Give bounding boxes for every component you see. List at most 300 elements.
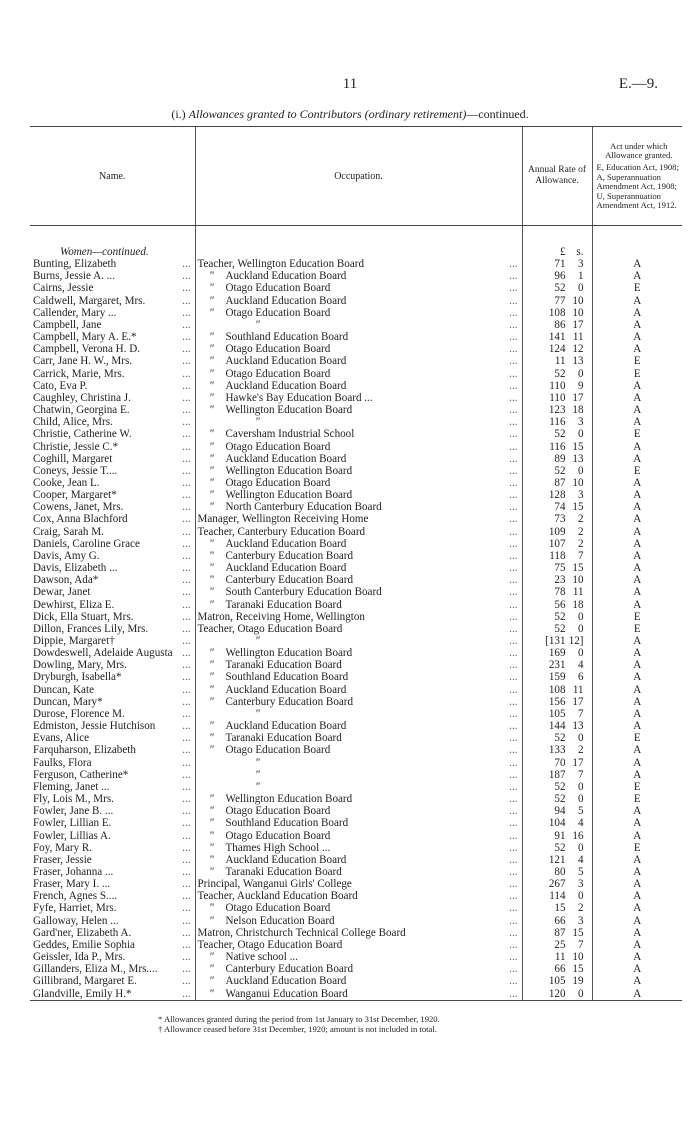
row-occupation: " ... (195, 708, 522, 720)
row-occupation: " Taranaki Education Board ... (195, 866, 522, 878)
row-act: A (592, 489, 682, 501)
row-name: Gillanders, Eliza M., Mrs.... ... (33, 963, 191, 976)
row-rate: 52 0 (522, 732, 592, 744)
row-act: A (592, 258, 682, 270)
row-occupation: " ... (195, 416, 522, 428)
column-header-rate: Annual Rate of Allowance. (522, 127, 592, 226)
row-name: Carrick, Marie, Mrs. ... (33, 367, 191, 380)
row-name: Fowler, Lillias A. ... (33, 829, 191, 842)
ditto-mark: " (209, 379, 214, 392)
ditto-mark: " (209, 404, 214, 417)
row-rate: 91 16 (522, 830, 592, 842)
table-row (30, 963, 682, 975)
ditto-mark: " (209, 902, 214, 915)
ditto-mark: " (209, 865, 214, 878)
row-occupation: " Otago Education Board ... (195, 902, 522, 914)
row-rate: 187 7 (522, 769, 592, 781)
ditto-mark: " (209, 306, 214, 319)
row-name: Cairns, Jessie ... (33, 282, 191, 295)
row-name: Child, Alice, Mrs. ... (33, 416, 191, 429)
row-name: Fleming, Janet ... ... (33, 780, 191, 793)
row-occupation: " Native school ... ... (195, 951, 522, 963)
row-name: Duncan, Kate ... (33, 683, 191, 696)
section-heading: Women—continued. (60, 246, 149, 258)
row-name: Campbell, Mary A. E.* ... (33, 331, 191, 344)
table-row (30, 732, 682, 744)
row-occupation: " Otago Education Board ... (195, 744, 522, 756)
row-occupation: Matron, Receiving Home, Wellington ... (195, 611, 522, 623)
row-rate: 52 0 (522, 282, 592, 294)
row-name: Fraser, Johanna ... ... (33, 865, 191, 878)
ditto-mark: " (209, 270, 214, 283)
row-act: A (592, 902, 682, 914)
act-header-title: Act under which Allowance granted. (605, 140, 673, 160)
table-row (30, 805, 682, 817)
row-rate: 25 7 (522, 939, 592, 951)
row-act: A (592, 526, 682, 538)
row-rate: 107 2 (522, 538, 592, 550)
row-name: Daniels, Caroline Grace ... (33, 537, 191, 550)
table-row (30, 623, 682, 635)
row-act: A (592, 720, 682, 732)
row-rate: 169 0 (522, 647, 592, 659)
table-row (30, 635, 682, 647)
row-act: A (592, 538, 682, 550)
table-row (30, 915, 682, 927)
row-name: French, Agnes S.... ... (33, 890, 191, 903)
row-act: E (592, 781, 682, 793)
table-row (30, 854, 682, 866)
row-name: Carr, Jane H. W., Mrs. ... (33, 355, 191, 368)
ditto-mark: " (209, 829, 214, 842)
caption-title: Allowances granted to Contributors (ordinary retirement) (188, 107, 467, 121)
table-row (30, 769, 682, 781)
table-body (30, 226, 682, 1001)
table-row (30, 586, 682, 598)
row-rate: 133 2 (522, 744, 592, 756)
row-rate: 80 5 (522, 866, 592, 878)
row-act: A (592, 562, 682, 574)
row-rate: 231 4 (522, 659, 592, 671)
row-rate: 159 6 (522, 671, 592, 683)
table-row (30, 368, 682, 380)
row-act: A (592, 975, 682, 987)
row-name: Fowler, Jane B. ... ... (33, 805, 191, 818)
row-occupation: Teacher, Wellington Education Board ... (195, 258, 522, 270)
table-row (30, 939, 682, 951)
table-row (30, 307, 682, 319)
row-rate: 66 3 (522, 915, 592, 927)
row-act: E (592, 428, 682, 440)
ditto-mark: " (209, 720, 214, 733)
row-rate: 87 10 (522, 477, 592, 489)
row-rate: 52 0 (522, 611, 592, 623)
row-act: A (592, 878, 682, 890)
row-act: A (592, 574, 682, 586)
row-act: A (592, 671, 682, 683)
row-name: Coghill, Margaret ... (33, 452, 191, 465)
row-name: Dick, Ella Stuart, Mrs. ... (33, 610, 191, 623)
row-occupation: " Taranaki Education Board ... (195, 599, 522, 611)
table-row (30, 817, 682, 829)
caption-suffix: —continued. (466, 107, 529, 121)
ditto-mark: " (209, 586, 214, 599)
row-occupation: " Auckland Education Board ... (195, 453, 522, 465)
row-act: A (592, 684, 682, 696)
row-rate: 144 13 (522, 720, 592, 732)
row-name: Glandville, Emily H.* ... (30, 988, 195, 1001)
row-rate: 108 11 (522, 684, 592, 696)
row-act: A (592, 380, 682, 392)
row-occupation: " Southland Education Board ... (195, 331, 522, 343)
row-name: Craig, Sarah M. ... (33, 525, 191, 538)
row-act: A (592, 501, 682, 513)
row-name: Faulks, Flora ... (33, 756, 191, 769)
ditto-mark: " (209, 671, 214, 684)
table-header-row (30, 127, 682, 226)
row-act: A (592, 441, 682, 453)
row-act: A (592, 757, 682, 769)
row-act: A (592, 939, 682, 951)
ditto-mark: " (209, 428, 214, 441)
row-name: Chatwin, Georgina E. ... (33, 404, 191, 417)
row-occupation: " Auckland Education Board ... (195, 854, 522, 866)
row-occupation: " Otago Education Board ... (195, 282, 522, 294)
row-rate: 11 13 (522, 355, 592, 367)
row-occupation: " ... (195, 757, 522, 769)
row-act: A (592, 854, 682, 866)
row-name: Dawson, Ada* ... (33, 574, 191, 587)
table-row (30, 489, 682, 501)
row-name: Geddes, Emilie Sophia ... (33, 938, 191, 951)
row-name: Caldwell, Margaret, Mrs. ... (33, 294, 191, 307)
row-occupation: Teacher, Otago Education Board ... (195, 939, 522, 951)
row-rate: 156 17 (522, 696, 592, 708)
row-act: A (592, 404, 682, 416)
caption-prefix: (i.) (171, 107, 186, 121)
table-row (30, 477, 682, 489)
row-act: E (592, 355, 682, 367)
row-rate: 105 19 (522, 975, 592, 987)
row-rate: 267 3 (522, 878, 592, 890)
table-row (30, 416, 682, 428)
row-occupation: Teacher, Otago Education Board ... (195, 623, 522, 635)
row-act: E (592, 282, 682, 294)
ditto-mark: " (209, 987, 214, 1000)
row-name: Dowdeswell, Adelaide Augusta ... (33, 647, 191, 660)
row-act: A (592, 295, 682, 307)
ditto-mark: " (209, 598, 214, 611)
row-act: A (592, 890, 682, 902)
ditto-mark: " (209, 562, 214, 575)
row-name: Durose, Florence M. ... (33, 707, 191, 720)
row-occupation: " Otago Education Board ... (195, 805, 522, 817)
allowances-table-wrapper (30, 126, 682, 1001)
row-name: Galloway, Helen ... ... (33, 914, 191, 927)
row-name: Dewhirst, Eliza E. ... (33, 598, 191, 611)
table-row (30, 988, 682, 1001)
row-name: Christie, Catherine W. ... (33, 428, 191, 441)
ditto-mark: " (209, 683, 214, 696)
row-rate: 52 0 (522, 793, 592, 805)
table-row (30, 671, 682, 683)
ditto-mark: " (209, 355, 214, 368)
table-row (30, 696, 682, 708)
row-occupation: " Auckland Education Board ... (195, 295, 522, 307)
row-occupation: " Canterbury Education Board ... (195, 550, 522, 562)
ditto-mark: " (209, 744, 214, 757)
row-name: Edmiston, Jessie Hutchison ... (33, 720, 191, 733)
table-row (30, 526, 682, 538)
row-rate: 124 12 (522, 343, 592, 355)
row-occupation: " Auckland Education Board ... (195, 720, 522, 732)
row-occupation: " Taranaki Education Board ... (195, 732, 522, 744)
ditto-mark: " (209, 805, 214, 818)
row-occupation: " Auckland Education Board ... (195, 562, 522, 574)
row-name: Geissler, Ida P., Mrs. ... (33, 951, 191, 964)
row-rate: 118 7 (522, 550, 592, 562)
row-act: A (592, 744, 682, 756)
ditto-mark: " (209, 951, 214, 964)
row-rate: 120 0 (522, 988, 592, 1001)
table-row (30, 550, 682, 562)
row-occupation: " Auckland Education Board ... (195, 355, 522, 367)
ditto-mark: " (209, 659, 214, 672)
row-name: Caughley, Christina J. ... (33, 391, 191, 404)
row-occupation: " Canterbury Education Board ... (195, 963, 522, 975)
row-rate: 89 13 (522, 453, 592, 465)
row-name: Farquharson, Elizabeth ... (33, 744, 191, 757)
row-occupation: " Taranaki Education Board ... (195, 659, 522, 671)
table-row (30, 599, 682, 611)
table-row (30, 295, 682, 307)
column-header-name: Name. (30, 127, 195, 226)
row-rate: 75 15 (522, 562, 592, 574)
row-act: A (592, 270, 682, 282)
table-row (30, 404, 682, 416)
row-occupation: " Otago Education Board ... (195, 343, 522, 355)
row-occupation: Matron, Christchurch Technical College Board ... (195, 927, 522, 939)
row-rate: 105 7 (522, 708, 592, 720)
row-occupation: Principal, Wanganui Girls' College ... (195, 878, 522, 890)
row-occupation: " Southland Education Board ... (195, 817, 522, 829)
row-act: A (592, 988, 682, 1001)
ditto-mark: " (209, 294, 214, 307)
row-name: Fyfe, Harriet, Mrs. ... (33, 902, 191, 915)
row-occupation: " ... (195, 635, 522, 647)
row-rate: 66 15 (522, 963, 592, 975)
row-rate: 96 1 (522, 270, 592, 282)
row-act: E (592, 465, 682, 477)
row-name: Cooper, Margaret* ... (33, 489, 191, 502)
row-act: A (592, 696, 682, 708)
table-row (30, 951, 682, 963)
row-rate: 52 0 (522, 428, 592, 440)
ditto-mark: " (209, 853, 214, 866)
footnotes (0, 1014, 700, 1034)
row-act: A (592, 866, 682, 878)
ditto-mark: " (209, 367, 214, 380)
row-act: E (592, 368, 682, 380)
row-act: E (592, 793, 682, 805)
row-name: Dowling, Mary, Mrs. ... (33, 659, 191, 672)
row-rate: 116 15 (522, 441, 592, 453)
table-row (30, 501, 682, 513)
row-occupation: Teacher, Canterbury Education Board ... (195, 526, 522, 538)
ditto-mark: " (209, 489, 214, 502)
row-name: Gard'ner, Elizabeth A. ... (33, 926, 191, 939)
row-act: A (592, 343, 682, 355)
ditto-mark: " (209, 914, 214, 927)
column-header-act (592, 127, 682, 226)
row-act: A (592, 635, 682, 647)
ditto-mark: " (209, 963, 214, 976)
row-name: Fraser, Jessie ... (33, 853, 191, 866)
row-rate: 109 2 (522, 526, 592, 538)
ditto-mark: " (209, 793, 214, 806)
row-act: A (592, 599, 682, 611)
table-row (30, 793, 682, 805)
table-row (30, 343, 682, 355)
row-rate: 123 18 (522, 404, 592, 416)
ditto-mark: " (209, 975, 214, 988)
row-rate: 121 4 (522, 854, 592, 866)
ditto-mark: " (209, 476, 214, 489)
table-row (30, 465, 682, 477)
row-occupation: " Thames High School ... ... (195, 842, 522, 854)
row-act: A (592, 586, 682, 598)
table-row (30, 441, 682, 453)
row-act: A (592, 319, 682, 331)
row-rate: 52 0 (522, 623, 592, 635)
row-rate: 23 10 (522, 574, 592, 586)
row-rate: 52 0 (522, 465, 592, 477)
act-header-legend: E, Education Act, 1908; A, Superannuation Amendment Act, 1908; U, Superannuation Amendment Act, 1912. (596, 162, 679, 211)
row-act: E (592, 611, 682, 623)
row-name: Dryburgh, Isabella* ... (33, 671, 191, 684)
row-act: A (592, 307, 682, 319)
row-name: Davis, Amy G. ... (33, 549, 191, 562)
table-row (30, 611, 682, 623)
table-row (30, 258, 682, 270)
row-occupation: " Canterbury Education Board ... (195, 574, 522, 586)
row-rate: 94 5 (522, 805, 592, 817)
row-name: Ferguson, Catherine* ... (33, 768, 191, 781)
row-occupation: " ... (195, 769, 522, 781)
row-name: Coneys, Jessie T.... ... (33, 464, 191, 477)
table-row (30, 842, 682, 854)
ditto-mark: " (209, 695, 214, 708)
row-name: Callender, Mary ... ... (33, 306, 191, 319)
row-occupation: " Caversham Industrial School ... (195, 428, 522, 440)
units-label: £ s. (522, 246, 592, 258)
row-rate: 87 15 (522, 927, 592, 939)
table-row (30, 453, 682, 465)
table-row (30, 878, 682, 890)
footnote-ceased: † Allowance ceased before 31st December, 1920; amount is not included in total. (158, 1024, 437, 1034)
spacer-row (30, 226, 682, 247)
ditto-mark: " (209, 452, 214, 465)
row-occupation: " Otago Education Board ... (195, 307, 522, 319)
table-row (30, 744, 682, 756)
row-name: Bunting, Elizabeth ... (33, 258, 191, 271)
row-act: A (592, 453, 682, 465)
ditto-mark: " (209, 647, 214, 660)
row-name: Campbell, Verona H. D. ... (33, 343, 191, 356)
row-act: A (592, 951, 682, 963)
row-occupation: " Otago Education Board ... (195, 477, 522, 489)
row-name: Campbell, Jane ... (33, 318, 191, 331)
row-name: Fraser, Mary I. ... ... (33, 878, 191, 891)
ditto-mark: " (209, 501, 214, 514)
row-act: A (592, 392, 682, 404)
row-rate: 108 10 (522, 307, 592, 319)
row-occupation: " Otago Education Board ... (195, 830, 522, 842)
row-occupation: " Canterbury Education Board ... (195, 696, 522, 708)
row-rate: 70 17 (522, 757, 592, 769)
row-rate: 141 11 (522, 331, 592, 343)
row-occupation: " Auckland Education Board ... (195, 538, 522, 550)
ditto-mark: " (209, 282, 214, 295)
row-name: Cato, Eva P. ... (33, 379, 191, 392)
row-act: A (592, 513, 682, 525)
table-row (30, 355, 682, 367)
row-name: Cox, Anna Blachford ... (33, 513, 191, 526)
row-occupation: " Auckland Education Board ... (195, 975, 522, 987)
series-reference: E.—9. (618, 76, 658, 92)
footnote-granted: * Allowances granted during the period from 1st January to 31st December, 1920. (158, 1014, 440, 1024)
row-occupation: " Wellington Education Board ... (195, 465, 522, 477)
row-act: A (592, 647, 682, 659)
table-row (30, 720, 682, 732)
row-act: A (592, 550, 682, 562)
row-occupation: " Wellington Education Board ... (195, 404, 522, 416)
row-act: A (592, 963, 682, 975)
table-row (30, 647, 682, 659)
table-row (30, 830, 682, 842)
row-act: E (592, 732, 682, 744)
row-rate: 71 3 (522, 258, 592, 270)
table-row (30, 331, 682, 343)
row-occupation: Teacher, Auckland Education Board ... (195, 890, 522, 902)
row-rate: 73 2 (522, 513, 592, 525)
row-act: A (592, 331, 682, 343)
ditto-mark: " (209, 549, 214, 562)
table-row (30, 927, 682, 939)
table-row (30, 757, 682, 769)
row-name: Cooke, Jean L. ... (33, 476, 191, 489)
row-rate: 11 10 (522, 951, 592, 963)
ditto-mark: " (209, 343, 214, 356)
table-row (30, 574, 682, 586)
table-row (30, 562, 682, 574)
row-name: Christie, Jessie C.* ... (33, 440, 191, 453)
row-name: Dillon, Frances Lily, Mrs. ... (33, 622, 191, 635)
table-row (30, 890, 682, 902)
row-rate: 15 2 (522, 902, 592, 914)
row-name: Fowler, Lillian E. ... (33, 817, 191, 830)
table-row (30, 975, 682, 987)
row-occupation: " Auckland Education Board ... (195, 270, 522, 282)
row-act: A (592, 927, 682, 939)
ditto-mark: " (209, 464, 214, 477)
table-row (30, 781, 682, 793)
ditto-mark: " (209, 574, 214, 587)
section-heading-row (30, 246, 682, 258)
row-occupation: " South Canterbury Education Board ... (195, 586, 522, 598)
row-name: Cowens, Janet, Mrs. ... (33, 501, 191, 514)
row-occupation: " Otago Education Board ... (195, 368, 522, 380)
